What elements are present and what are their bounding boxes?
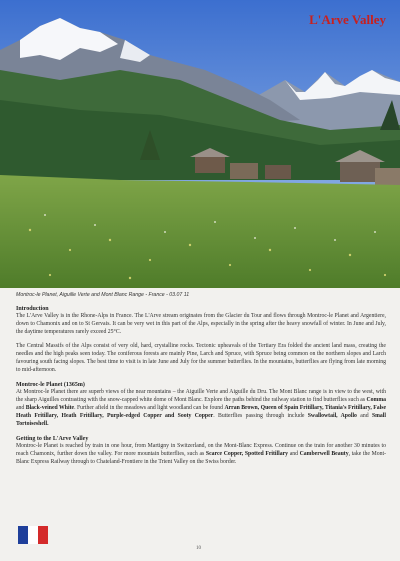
butterfly-name: Comma xyxy=(366,396,386,403)
montroc-paragraph xyxy=(16,389,386,429)
page-number: 10 xyxy=(196,546,201,551)
article-body xyxy=(16,305,386,473)
section-heading-introduction: Introduction xyxy=(16,306,49,312)
getting-text-1: Montroc-le Planet is reached by train in one hour, from Martigny in Switzerland, on the Mont-Blanc Express. Continue on the train for another 30 minutes to reach Chamonix, further down the valley. For more mountain butterflies, such as xyxy=(16,442,386,457)
flag-white-stripe xyxy=(28,526,38,544)
montroc-text-1: At Montroc-le Planet there are superb views of the near mountains – the Aiguille Verte and Aiguille du Dru. The Mont Blanc range is in view to the west, with the sharp Aiguilles contrasting with the snow-capped white dome of Mont Blanc. Explore the paths behind the railway station to find butterflies such as xyxy=(16,388,386,403)
french-flag-icon xyxy=(18,526,48,544)
intro-paragraph-1: The L'Arve Valley is in the Rhone-Alps in France. The L'Arve stream originates from the Glacier du Tour and flows through Montroc-le Planet and Argentiere, down to Chamonix and on to St Gervais. It can be very wet in this part of the Alps, especially in the spring after the heavy snowfall of winter. In June and July, the daytime temperatures rarely exceed 25°C. xyxy=(16,313,386,336)
butterfly-name: Arran Brown, Queen of Spain Fritillary, Titania's Fritillary, False Heath Fritillary, Heath Fritillary, Purple-edged Copper and Sooty Copper xyxy=(16,404,386,419)
butterfly-name: Black-veined White xyxy=(25,404,75,411)
getting-paragraph xyxy=(16,443,386,467)
flag-red-stripe xyxy=(38,526,48,544)
butterfly-name: Scarce Copper, Spotted Fritillary xyxy=(205,450,289,457)
flag-blue-stripe xyxy=(18,526,28,544)
getting-and: and xyxy=(288,450,300,457)
page-title: L'Arve Valley xyxy=(309,12,386,27)
butterfly-name: Small Tortoiseshell. xyxy=(16,412,386,427)
section-heading-getting-there: Getting to the L'Arve Valley xyxy=(16,435,89,442)
section-heading-montroc: Montroc-le Planet (1365m) xyxy=(16,381,85,388)
butterfly-name: Camberwell Beauty xyxy=(299,450,349,457)
montroc-and: and xyxy=(16,404,26,411)
montroc-text-2: . Further afield in the meadows and light woodland can be found xyxy=(74,404,225,411)
getting-text-2: , take the Mont-Blanc Express Railway through to Chateland-Frontiere in the Trient Valley on the Swiss border. xyxy=(16,450,386,465)
photo-caption: Montroc-le Planet, Aiguille Verte and Mont Blanc Range - France - 03.07 11 xyxy=(16,292,190,298)
intro-paragraph-2: The Central Massifs of the Alps consist of very old, hard, crystalline rocks. Tectonic upheavals of the Tertiary Era folded the ancient land mass, creating the needles and the high peaks seen today. The coniferous forests are mainly Pine, Larch and Spruce, with Spruce being common on the northern slopes and Larch favouring south facing slopes. The best time to visit is in late June and July for the summer butterflies. In the mountains, butterflies are flying from late morning to mid-afternoon. xyxy=(16,343,386,373)
montroc-text-3: . Butterflies passing through include xyxy=(213,412,308,419)
butterfly-name: Swallowtail, Apollo xyxy=(307,412,357,419)
montroc-and-2: and xyxy=(356,412,372,419)
